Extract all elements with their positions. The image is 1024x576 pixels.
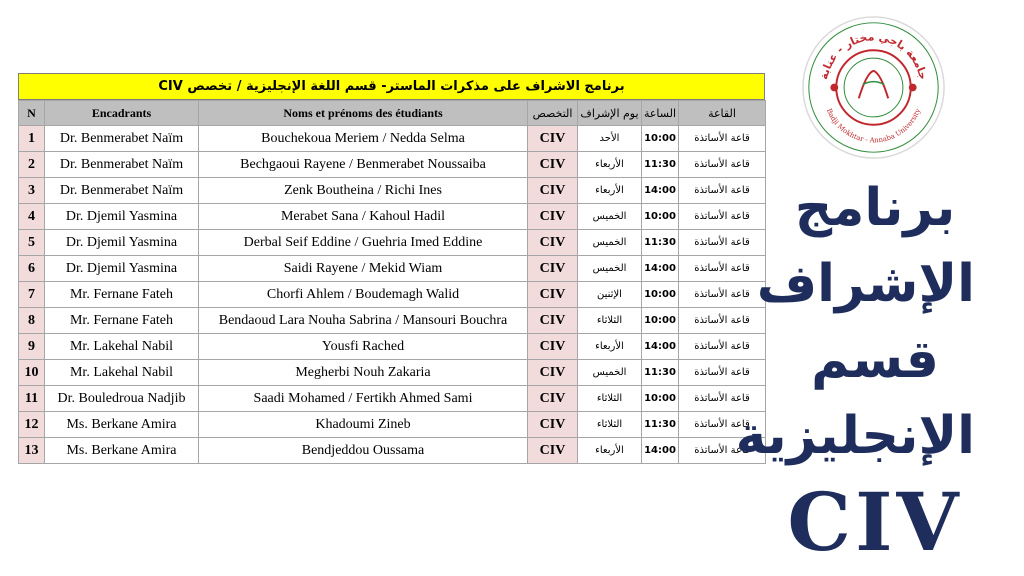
row-room: قاعة الأساتذة [679,178,766,204]
row-students: Zenk Boutheina / Richi Ines [199,178,528,204]
row-students: Bouchekoua Meriem / Nedda Selma [199,126,528,152]
header-day: يوم الإشراف [578,101,642,126]
table-body [19,126,766,464]
row-number: 8 [19,308,45,334]
row-students: Khadoumi Zineb [199,412,528,438]
row-number: 1 [19,126,45,152]
row-time: 14:00 [642,438,679,464]
row-encadrant: Mr. Lakehal Nabil [45,360,199,386]
row-room: قاعة الأساتذة [679,204,766,230]
table-header-row [19,101,766,126]
table-title: برنامج الاشراف على مذكرات الماستر- قسم اللغة الإنجليزية / تخصص CIV [18,73,765,100]
university-seal-icon [800,14,947,161]
header-students: Noms et prénoms des étudiants [199,101,528,126]
row-number: 2 [19,152,45,178]
row-day: الخميس [578,230,642,256]
row-room: قاعة الأساتذة [679,230,766,256]
row-room: قاعة الأساتذة [679,360,766,386]
row-encadrant: Mr. Lakehal Nabil [45,334,199,360]
row-number: 11 [19,386,45,412]
row-room: قاعة الأساتذة [679,152,766,178]
row-specialty: CIV [528,204,578,230]
table-row [19,360,766,386]
row-specialty: CIV [528,360,578,386]
promo-line-department: قسم [811,330,939,390]
table-row [19,412,766,438]
row-specialty: CIV [528,230,578,256]
row-specialty: CIV [528,282,578,308]
row-encadrant: Ms. Berkane Amira [45,438,199,464]
row-day: الخميس [578,360,642,386]
row-encadrant: Dr. Benmerabet Naïm [45,126,199,152]
row-time: 11:30 [642,360,679,386]
row-room: قاعة الأساتذة [679,412,766,438]
row-room: قاعة الأساتذة [679,386,766,412]
row-time: 10:00 [642,308,679,334]
row-day: الأربعاء [578,152,642,178]
row-specialty: CIV [528,126,578,152]
row-number: 6 [19,256,45,282]
row-students: Chorfi Ahlem / Boudemagh Walid [199,282,528,308]
row-students: Merabet Sana / Kahoul Hadil [199,204,528,230]
promo-line-civ: CIV [787,475,963,569]
row-specialty: CIV [528,178,578,204]
table-row [19,256,766,282]
row-encadrant: Dr. Bouledroua Nadjib [45,386,199,412]
header-time: الساعة [642,101,679,126]
row-encadrant: Mr. Fernane Fateh [45,308,199,334]
row-number: 7 [19,282,45,308]
row-number: 3 [19,178,45,204]
row-specialty: CIV [528,256,578,282]
header-encadrants: Encadrants [45,101,199,126]
row-room: قاعة الأساتذة [679,282,766,308]
row-room: قاعة الأساتذة [679,438,766,464]
row-time: 10:00 [642,126,679,152]
row-encadrant: Dr. Benmerabet Naïm [45,152,199,178]
row-time: 11:30 [642,152,679,178]
row-room: قاعة الأساتذة [679,256,766,282]
row-students: Megherbi Nouh Zakaria [199,360,528,386]
row-students: Bendjeddou Oussama [199,438,528,464]
table-row [19,230,766,256]
table-row [19,204,766,230]
row-students: Bendaoud Lara Nouha Sabrina / Mansouri Bouchra [199,308,528,334]
row-day: الثلاثاء [578,386,642,412]
row-time: 10:00 [642,386,679,412]
table-row [19,386,766,412]
row-encadrant: Dr. Djemil Yasmina [45,230,199,256]
promo-line-program: برنامج [794,178,956,238]
row-time: 11:30 [642,230,679,256]
row-time: 10:00 [642,204,679,230]
row-number: 10 [19,360,45,386]
row-specialty: CIV [528,152,578,178]
row-number: 4 [19,204,45,230]
row-day: الأربعاء [578,334,642,360]
row-specialty: CIV [528,412,578,438]
logo-arabic-name: جامعة باجي مختار - عنابة [817,30,930,81]
table-row [19,438,766,464]
row-day: الأربعاء [578,438,642,464]
row-day: الثلاثاء [578,412,642,438]
row-number: 13 [19,438,45,464]
row-specialty: CIV [528,308,578,334]
table-row [19,308,766,334]
row-number: 9 [19,334,45,360]
row-time: 14:00 [642,334,679,360]
row-students: Derbal Seif Eddine / Guehria Imed Eddine [199,230,528,256]
header-num: N [19,101,45,126]
row-encadrant: Ms. Berkane Amira [45,412,199,438]
row-time: 14:00 [642,178,679,204]
promo-line-english: الإنجليزية [735,406,975,466]
row-room: قاعة الأساتذة [679,334,766,360]
promo-line-supervision: الإشراف [756,254,975,314]
row-specialty: CIV [528,438,578,464]
row-time: 14:00 [642,256,679,282]
table-row [19,152,766,178]
row-time: 11:30 [642,412,679,438]
logo-latin-name: Badji Mokhtar - Annaba University [824,107,923,145]
supervision-table [18,100,766,464]
row-day: الخميس [578,204,642,230]
header-specialty: التخصص [528,101,578,126]
row-day: الأربعاء [578,178,642,204]
row-specialty: CIV [528,386,578,412]
table-row [19,126,766,152]
row-students: Saidi Rayene / Mekid Wiam [199,256,528,282]
row-students: Yousfi Rached [199,334,528,360]
table-row [19,178,766,204]
promo-banner [735,170,975,570]
row-time: 10:00 [642,282,679,308]
row-day: الثلاثاء [578,308,642,334]
row-day: الخميس [578,256,642,282]
row-students: Bechgaoui Rayene / Benmerabet Noussaiba [199,152,528,178]
row-encadrant: Dr. Benmerabet Naïm [45,178,199,204]
row-number: 5 [19,230,45,256]
row-number: 12 [19,412,45,438]
header-room: القاعة [679,101,766,126]
row-encadrant: Dr. Djemil Yasmina [45,256,199,282]
row-encadrant: Dr. Djemil Yasmina [45,204,199,230]
row-day: الأحد [578,126,642,152]
row-room: قاعة الأساتذة [679,308,766,334]
row-encadrant: Mr. Fernane Fateh [45,282,199,308]
row-specialty: CIV [528,334,578,360]
table-row [19,334,766,360]
table-row [19,282,766,308]
row-room: قاعة الأساتذة [679,126,766,152]
row-students: Saadi Mohamed / Fertikh Ahmed Sami [199,386,528,412]
row-day: الإثنين [578,282,642,308]
supervision-table-sheet [18,73,765,464]
